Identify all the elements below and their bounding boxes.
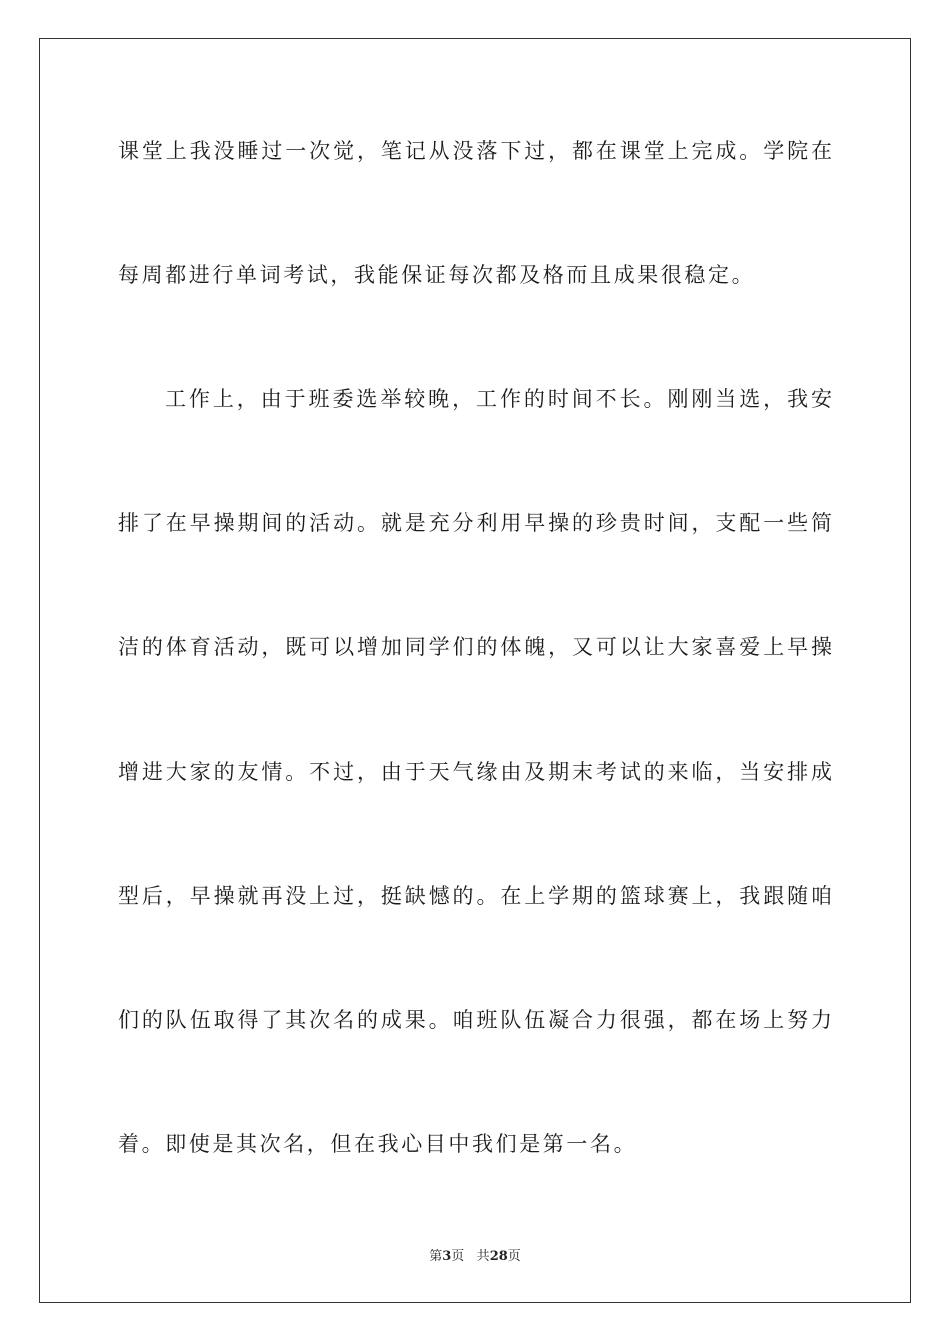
body-line-5: 洁的体育活动，既可以增加同学们的体魄，又可以让大家喜爱上早操 bbox=[118, 635, 832, 659]
footer-total-pages: 28 bbox=[489, 1249, 508, 1264]
body-line-6: 增进大家的友情。不过，由于天气缘由及期末考试的来临，当安排成 bbox=[118, 760, 832, 784]
footer-page-number: 3 bbox=[442, 1249, 452, 1264]
body-line-9: 着。即使是其次名，但在我心目中我们是第一名。 bbox=[118, 1132, 638, 1156]
body-line-2: 每周都进行单词考试，我能保证每次都及格而且成果很稳定。 bbox=[118, 263, 756, 287]
footer-page-unit: 页 bbox=[451, 1249, 465, 1264]
footer-total-unit: 页 bbox=[507, 1249, 521, 1264]
page-footer bbox=[0, 1248, 950, 1266]
footer-total-prefix: 共 bbox=[476, 1249, 490, 1264]
body-line-4: 排了在早操期间的活动。就是充分利用早操的珍贵时间，支配一些简 bbox=[118, 511, 832, 535]
body-line-7: 型后，早操就再没上过，挺缺憾的。在上学期的篮球赛上，我跟随咱 bbox=[118, 884, 832, 908]
body-line-8: 们的队伍取得了其次名的成果。咱班队伍凝合力很强，都在场上努力 bbox=[118, 1008, 832, 1032]
page-border bbox=[39, 38, 911, 1303]
body-line-3: 工作上，由于班委选举较晚，工作的时间不长。刚刚当选，我安 bbox=[165, 387, 832, 411]
footer-page-prefix: 第 bbox=[429, 1249, 443, 1264]
body-line-1: 课堂上我没睡过一次觉，笔记从没落下过，都在课堂上完成。学院在 bbox=[118, 139, 832, 163]
